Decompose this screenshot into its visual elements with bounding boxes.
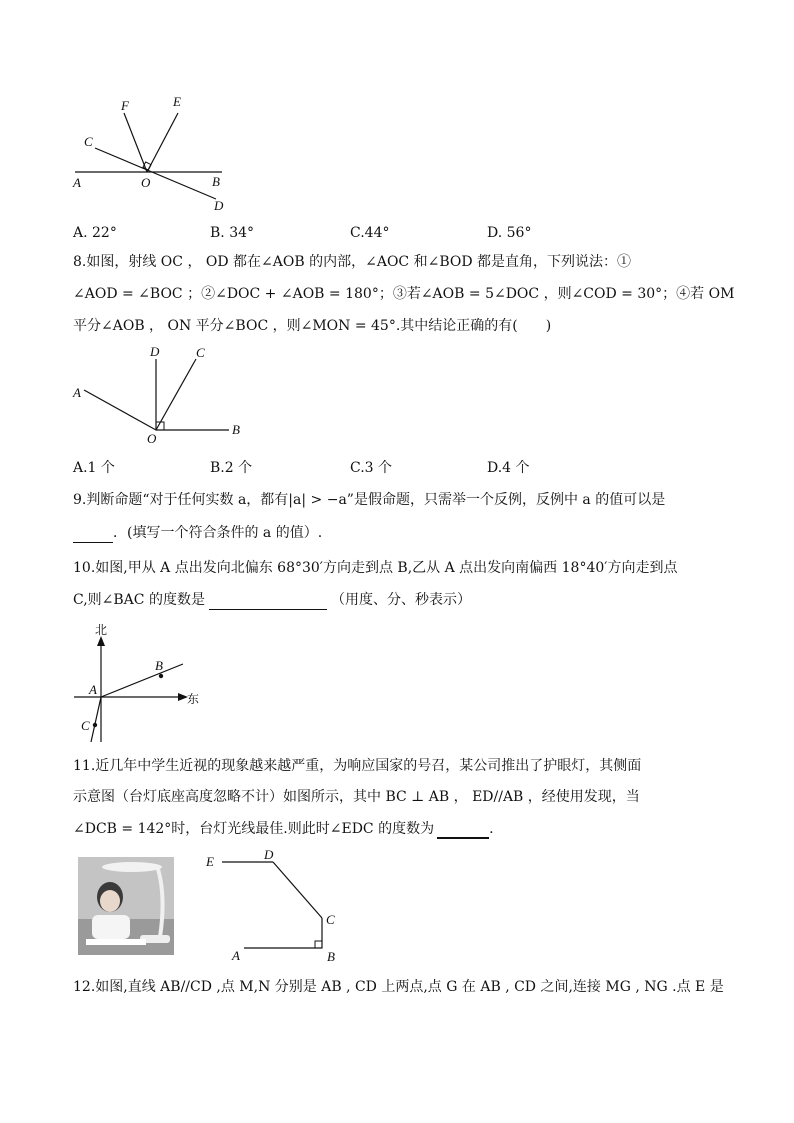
q8-text-line1: 8.如图，射线 OC ， OD 都在∠AOB 的内部，∠AOC 和∠BOD 都是直角，下列说法：① [73, 254, 632, 270]
q9-line2-text: ．(填写一个符合条件的 a 的值）. [113, 525, 323, 541]
q10-line2-text: C,则∠BAC 的度数是 [73, 592, 205, 608]
q7-option-b: B. 34° [210, 225, 255, 241]
label-B: B [232, 422, 240, 437]
q7-option-c: C.44° [350, 225, 390, 241]
q11-line3-suffix: . [489, 821, 494, 837]
label-F: F [121, 98, 129, 113]
q10-line2-suffix: （用度、分、秒表示） [330, 592, 471, 608]
q8-text-line2: ∠AOD = ∠BOC ；②∠DOC + ∠AOB = 180°；③若∠AOB = 5∠DOC ，则∠COD = 30°；④若 OM [73, 286, 735, 302]
label-C: C [326, 912, 335, 927]
q11-text-line1: 11.近几年中学生近视的现象越来越严重，为响应国家的号召，某公司推出了护眼灯，其侧面 [73, 758, 642, 774]
label-A: A [89, 682, 97, 697]
q7-option-a: A. 22° [73, 225, 117, 241]
q11-line3-text: ∠DCB = 142°时，台灯光线最佳.则此时∠EDC 的度数为 [73, 821, 435, 837]
q8-option-d: D.4 个 [487, 460, 530, 476]
label-E: E [173, 94, 181, 109]
label-D: D [214, 198, 224, 213]
label-C: C [84, 134, 93, 149]
label-C: C [81, 718, 90, 733]
label-C: C [196, 345, 205, 360]
label-O: O [147, 431, 157, 446]
q11-text-line2: 示意图（台灯底座高度忽略不计）如图所示，其中 BC ⊥ AB ， ED//AB ，经使用发现，当 [73, 789, 640, 805]
label-A: A [73, 385, 81, 400]
q7-option-d: D. 56° [487, 225, 532, 241]
label-E: E [206, 854, 214, 869]
q8-option-a: A.1 个 [73, 460, 115, 476]
label-B: B [155, 658, 163, 673]
label-north: 北 [95, 623, 108, 637]
label-D: D [264, 847, 274, 862]
label-east: 东 [187, 692, 200, 706]
q12-text-line1: 12.如图,直线 AB//CD ,点 M,N 分别是 AB , CD 上两点,点 G 在 AB , CD 之间,连接 MG , NG .点 E 是 [73, 979, 724, 995]
label-O: O [141, 175, 151, 190]
q9-text-line1: 9.判断命题“对于任何实数 a，都有|a| > −a”是假命题，只需举一个反例，反例中 a 的值可以是 [73, 492, 666, 508]
label-B: B [212, 174, 220, 189]
q8-text-line3: 平分∠AOB ， ON 平分∠BOC ，则∠MON = 45°.其中结论正确的有( ) [73, 318, 552, 334]
q10-text-line1: 10.如图,甲从 A 点出发向北偏东 68°30′方向走到点 B,乙从 A 点出发向南偏西 18°40′方向走到点 [73, 560, 678, 576]
label-B: B [327, 949, 335, 964]
label-A: A [232, 948, 240, 963]
q8-option-b: B.2 个 [210, 460, 253, 476]
label-D: D [150, 344, 160, 359]
label-A: A [73, 175, 81, 190]
q8-option-c: C.3 个 [350, 460, 393, 476]
